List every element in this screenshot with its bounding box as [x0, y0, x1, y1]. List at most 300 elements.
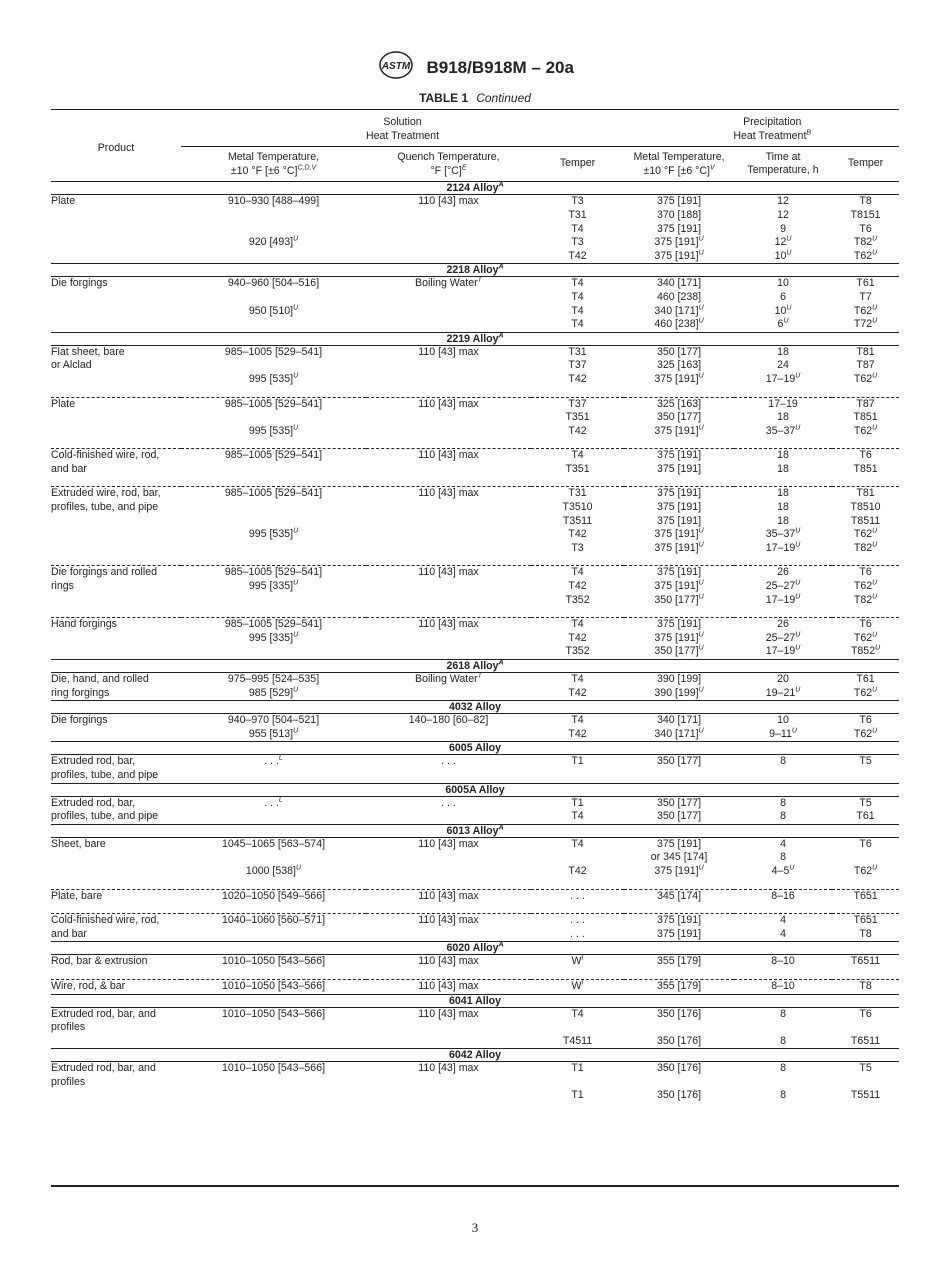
cell-t2 [832, 291, 899, 305]
cell-text: 8 [780, 755, 786, 768]
cell-text: 940–960 [504–516] [227, 277, 320, 290]
spacer-cell [832, 903, 899, 914]
cell-t [531, 487, 624, 501]
cell-text: T42 [568, 686, 587, 699]
cell-h [734, 645, 832, 659]
cell-p [51, 755, 181, 769]
cell-pm [624, 728, 734, 742]
cell-t [531, 889, 624, 903]
cell-t2 [832, 566, 899, 580]
footnote-mark: U [698, 631, 704, 639]
footnote-mark: L [278, 754, 283, 762]
alloy-footnote: A [498, 181, 504, 189]
cell-text: T5 [859, 1062, 872, 1075]
svg-text:ASTM: ASTM [381, 61, 411, 72]
cell-p [51, 687, 181, 701]
cell-t2 [832, 236, 899, 250]
cell-text: T5511 [850, 1089, 881, 1102]
cell-t2 [832, 796, 899, 810]
cell-q [366, 318, 531, 332]
cell-text: 1010–1050 [543–566] [221, 955, 326, 968]
cell-t2 [832, 865, 899, 879]
cell-text: T851 [853, 411, 878, 424]
table-row [51, 291, 899, 305]
cell-h [734, 796, 832, 810]
col-time: Time at Temperature, h [734, 147, 832, 182]
col-quench-temp-label: Quench Temperature, °F [°C] [397, 151, 500, 177]
cell-text: T42 [568, 528, 587, 541]
cell-m [181, 318, 366, 332]
cell-text: Boiling Water [415, 277, 478, 290]
cell-h [734, 1062, 832, 1076]
footnote-mark: U [293, 235, 299, 243]
cell-p [51, 250, 181, 264]
cell-m [181, 1062, 366, 1076]
cell-t [531, 865, 624, 879]
precip-group-footnote: B [806, 129, 812, 137]
cell-p [51, 305, 181, 319]
cell-text: T3 [571, 195, 584, 208]
spacer-cell [366, 969, 531, 980]
footnote-mark: U [698, 317, 704, 325]
cell-t [531, 566, 624, 580]
footnote-mark: L [278, 796, 283, 804]
cell-t [531, 397, 624, 411]
cell-m [181, 1089, 366, 1103]
cell-text: Hand forgings [51, 618, 117, 631]
cell-text: 375 [191] [654, 372, 699, 385]
cell-h [734, 1021, 832, 1035]
col-metal-temp-label: Metal Temperature, ±10 °F [±6 °C] [227, 151, 320, 177]
cell-pm [624, 580, 734, 594]
cell-p [51, 1035, 181, 1049]
col-metal-temp2 [624, 147, 734, 182]
cell-m [181, 1035, 366, 1049]
cell-p [51, 566, 181, 580]
cell-q [366, 851, 531, 865]
cell-p [51, 425, 181, 439]
cell-text: T8 [859, 195, 872, 208]
cell-t2 [832, 914, 899, 928]
cell-t [531, 1076, 624, 1090]
cell-text: 975–995 [524–535] [227, 673, 320, 685]
cell-text: T31 [568, 345, 587, 358]
cell-t [531, 1062, 624, 1076]
table-row [51, 487, 899, 501]
cell-q [366, 449, 531, 463]
cell-pm [624, 594, 734, 608]
cell-text: 350 [177] [654, 645, 699, 658]
cell-pm [624, 687, 734, 701]
cell-q [366, 645, 531, 659]
table-row [51, 318, 899, 332]
alloy-name [51, 942, 899, 955]
cell-text: 940–970 [504–521] [227, 714, 320, 727]
cell-h [734, 955, 832, 969]
footnote-mark: U [698, 864, 704, 872]
cell-text: T6 [859, 1007, 872, 1020]
cell-t2 [832, 542, 899, 556]
cell-q [366, 837, 531, 851]
footnote-mark: U [872, 527, 878, 535]
cell-p [51, 411, 181, 425]
cell-text: 8 [780, 1007, 786, 1020]
footnote-mark: U [293, 304, 299, 311]
cell-text: T61 [856, 277, 875, 290]
cell-h [734, 580, 832, 594]
cell-text: 375 [191] [654, 424, 699, 437]
cell-pm [624, 618, 734, 632]
cell-text: 985 [529] [248, 686, 294, 699]
cell-text: 1010–1050 [543–566] [221, 1062, 326, 1075]
cell-t2 [832, 1035, 899, 1049]
cell-t [531, 1007, 624, 1021]
cell-text: T87 [856, 397, 875, 410]
cell-q [366, 277, 531, 291]
cell-text: or Alclad [51, 359, 92, 372]
spacer-cell [51, 903, 181, 914]
cell-m [181, 397, 366, 411]
cell-text: T3 [571, 541, 584, 554]
spacer-cell [531, 555, 624, 566]
cell-q [366, 359, 531, 373]
spacer-cell [832, 607, 899, 618]
cell-text: 995 [535] [248, 424, 294, 437]
cell-text: T1 [571, 1062, 584, 1075]
cell-text: 375 [191] [656, 222, 702, 235]
footnote-mark: I [581, 979, 584, 987]
footnote-mark: U [293, 727, 299, 735]
cell-m [181, 373, 366, 387]
footnote-mark: U [872, 686, 878, 694]
spacer-cell [624, 969, 734, 980]
cell-t [531, 515, 624, 529]
spacer-cell [181, 476, 366, 487]
col-metal-temp2-label: Metal Temperature, ±10 °F [±6 °C] [633, 151, 725, 177]
cell-text: T87 [856, 359, 875, 372]
cell-t2 [832, 889, 899, 903]
cell-h [734, 425, 832, 439]
alloy-label: 4032 Alloy [449, 701, 502, 714]
cell-t [531, 594, 624, 608]
spacer-cell [181, 969, 366, 980]
cell-p [51, 528, 181, 542]
cell-text: T4 [571, 318, 584, 331]
cell-text: T8 [859, 927, 872, 940]
metal-temp2-footnote: V [710, 164, 715, 172]
cell-q [366, 1076, 531, 1090]
table-row [51, 955, 899, 969]
cell-text: 12 [774, 236, 787, 249]
cell-text: 350 [176] [656, 1062, 702, 1075]
footnote-mark: U [872, 727, 878, 735]
cell-h [734, 195, 832, 209]
col-precip-group [624, 110, 899, 147]
cell-text: 375 [191] [654, 541, 699, 554]
spacer-cell [181, 607, 366, 618]
cell-h [734, 209, 832, 223]
cell-text: 350 [177] [656, 796, 702, 809]
cell-text: 375 [191] [656, 195, 702, 208]
cell-p [51, 889, 181, 903]
spacer-cell [734, 476, 832, 487]
cell-pm [624, 914, 734, 928]
cell-text: T6 [859, 449, 872, 462]
cell-p [51, 928, 181, 942]
cell-h [734, 594, 832, 608]
table-row [51, 714, 899, 728]
cell-t2 [832, 728, 899, 742]
cell-text: 350 [177] [656, 345, 702, 358]
alloy-header-row [51, 182, 899, 195]
cell-text: 375 [191] [656, 462, 702, 475]
table-row [51, 687, 899, 701]
cell-h [734, 411, 832, 425]
cell-h [734, 687, 832, 701]
footnote-mark: U [698, 727, 704, 735]
alloy-label: 2219 Alloy [446, 332, 499, 345]
table-row [51, 645, 899, 659]
footnote-mark: I [581, 954, 584, 962]
spacer-cell [531, 607, 624, 618]
alloy-header-row [51, 783, 899, 796]
cell-h [734, 487, 832, 501]
col-temper: Temper [531, 147, 624, 182]
table-row [51, 195, 899, 209]
cell-t [531, 236, 624, 250]
cell-text: T31 [568, 208, 587, 221]
cell-t2 [832, 515, 899, 529]
cell-text: 985–1005 [529–541] [224, 345, 323, 358]
cell-t2 [832, 425, 899, 439]
cell-text: . . . [570, 889, 585, 902]
footnote-mark: U [872, 424, 878, 432]
cell-q [366, 397, 531, 411]
cell-h [734, 542, 832, 556]
cell-text: T62 [853, 304, 873, 317]
cell-p [51, 632, 181, 646]
table-row [51, 796, 899, 810]
cell-t2 [832, 1007, 899, 1021]
footnote-mark: U [795, 631, 801, 639]
cell-text: T31 [568, 487, 587, 500]
cell-t2 [832, 359, 899, 373]
cell-t2 [832, 397, 899, 411]
cell-text: 350 [177] [654, 593, 699, 606]
cell-text: Plate, bare [51, 889, 103, 902]
cell-t2 [832, 928, 899, 942]
cell-q [366, 566, 531, 580]
alloy-name [51, 1049, 899, 1062]
cell-t [531, 411, 624, 425]
cell-t2 [832, 487, 899, 501]
cell-p [51, 463, 181, 477]
cell-t2 [832, 645, 899, 659]
cell-pm [624, 1021, 734, 1035]
cell-h [734, 397, 832, 411]
table-row [51, 673, 899, 687]
table-row [51, 837, 899, 851]
cell-text: 35–37 [765, 424, 796, 437]
cell-text: Wire, rod, & bar [51, 979, 126, 992]
cell-text: T62 [853, 528, 873, 541]
cell-text: T81 [856, 487, 875, 500]
cell-text: 950 [510] [248, 304, 294, 317]
spacer-cell [734, 903, 832, 914]
cell-q [366, 236, 531, 250]
spacer-cell [531, 476, 624, 487]
cell-text: T4 [571, 673, 584, 685]
cell-text: 18 [777, 462, 789, 475]
cell-p [51, 594, 181, 608]
cell-text: 26 [777, 618, 789, 631]
table-row [51, 463, 899, 477]
spacer-cell [832, 969, 899, 980]
cell-q [366, 515, 531, 529]
table-row [51, 250, 899, 264]
cell-text: 110 [43] max [418, 955, 479, 968]
alloy-header-row [51, 1049, 899, 1062]
cell-text: 375 [191] [656, 914, 702, 927]
cell-text: 110 [43] max [418, 837, 479, 850]
cell-t [531, 528, 624, 542]
cell-text: . . . [264, 796, 279, 809]
table-row [51, 1035, 899, 1049]
footnote-mark: U [698, 249, 704, 257]
cell-h [734, 373, 832, 387]
cell-t [531, 851, 624, 865]
cell-m [181, 542, 366, 556]
alloy-name [51, 332, 899, 345]
cell-text: T42 [568, 631, 587, 644]
cell-m [181, 796, 366, 810]
cell-t [531, 1021, 624, 1035]
cell-text: 8 [780, 796, 786, 809]
cell-p [51, 810, 181, 824]
spacer-cell [366, 879, 531, 890]
table-row [51, 305, 899, 319]
table-row [51, 566, 899, 580]
cell-q [366, 728, 531, 742]
cell-text: 1010–1050 [543–566] [221, 1007, 326, 1020]
cell-text: 375 [191] [656, 618, 702, 631]
cell-t [531, 673, 624, 687]
cell-h [734, 889, 832, 903]
cell-h [734, 291, 832, 305]
alloy-label: 6041 Alloy [449, 994, 502, 1007]
footnote-mark: U [875, 644, 881, 652]
alloy-footnote: A [498, 941, 504, 949]
table-row [51, 345, 899, 359]
cell-t [531, 796, 624, 810]
cell-text: T4 [571, 449, 584, 462]
cell-text: T42 [568, 424, 587, 437]
cell-text: Die forgings and rolled [51, 566, 157, 579]
cell-text: 340 [171] [654, 304, 699, 317]
cell-text: 110 [43] max [418, 449, 479, 462]
cell-t2 [832, 318, 899, 332]
cell-m [181, 515, 366, 529]
footnote-mark: U [789, 864, 795, 872]
cell-q [366, 1062, 531, 1076]
astm-logo-icon [376, 50, 416, 85]
cell-q [366, 979, 531, 994]
footnote-mark: U [872, 593, 878, 601]
cell-m [181, 1076, 366, 1090]
cell-text: 390 [199] [656, 673, 702, 685]
cell-p [51, 851, 181, 865]
cell-h [734, 318, 832, 332]
footnote-mark: U [293, 424, 299, 432]
footnote-mark: U [786, 304, 792, 311]
cell-text: Cold-finished wire, rod, [51, 449, 160, 462]
quench-temp-footnote: E [461, 164, 467, 172]
cell-text: 375 [191] [656, 514, 702, 527]
cell-text: T72 [853, 318, 873, 331]
cell-t [531, 305, 624, 319]
cell-text: 955 [513] [248, 727, 294, 740]
table-row [51, 277, 899, 291]
cell-text: T4 [571, 714, 584, 727]
cell-text: T6 [859, 837, 872, 850]
footnote-mark: U [872, 304, 878, 311]
cell-q [366, 209, 531, 223]
spacer-cell [624, 438, 734, 449]
cell-t2 [832, 687, 899, 701]
cell-m [181, 1007, 366, 1021]
cell-text: 345 [174] [656, 889, 702, 902]
cell-text: 995 [335] [248, 631, 294, 644]
cell-text: 375 [191] [654, 236, 699, 249]
table-row [51, 373, 899, 387]
cell-t2 [832, 594, 899, 608]
cell-text: 110 [43] max [418, 618, 479, 631]
cell-pm [624, 755, 734, 769]
cell-m [181, 645, 366, 659]
cell-text: 355 [179] [656, 979, 702, 992]
cell-m [181, 195, 366, 209]
footnote-mark: U [698, 527, 704, 535]
cell-text: T42 [568, 249, 587, 262]
cell-text: profiles [51, 1021, 86, 1034]
cell-pm [624, 796, 734, 810]
cell-text: T6 [859, 618, 872, 631]
cell-p [51, 1089, 181, 1103]
cell-q [366, 632, 531, 646]
cell-h [734, 345, 832, 359]
cell-text: 910–930 [488–499] [227, 195, 320, 208]
cell-pm [624, 501, 734, 515]
cell-p [51, 449, 181, 463]
cell-q [366, 673, 531, 687]
cell-m [181, 501, 366, 515]
cell-t2 [832, 449, 899, 463]
cell-m [181, 714, 366, 728]
table-body [51, 182, 899, 1103]
cell-q [366, 373, 531, 387]
cell-m [181, 865, 366, 879]
cell-text: 24 [777, 359, 789, 372]
cell-t2 [832, 1062, 899, 1076]
cell-text: 375 [191] [654, 580, 699, 593]
cell-m [181, 810, 366, 824]
cell-text: T61 [856, 810, 875, 823]
table-row [51, 889, 899, 903]
cell-p [51, 195, 181, 209]
table-row [51, 528, 899, 542]
cell-text: . . . [570, 914, 585, 927]
footnote-mark: U [293, 686, 299, 694]
